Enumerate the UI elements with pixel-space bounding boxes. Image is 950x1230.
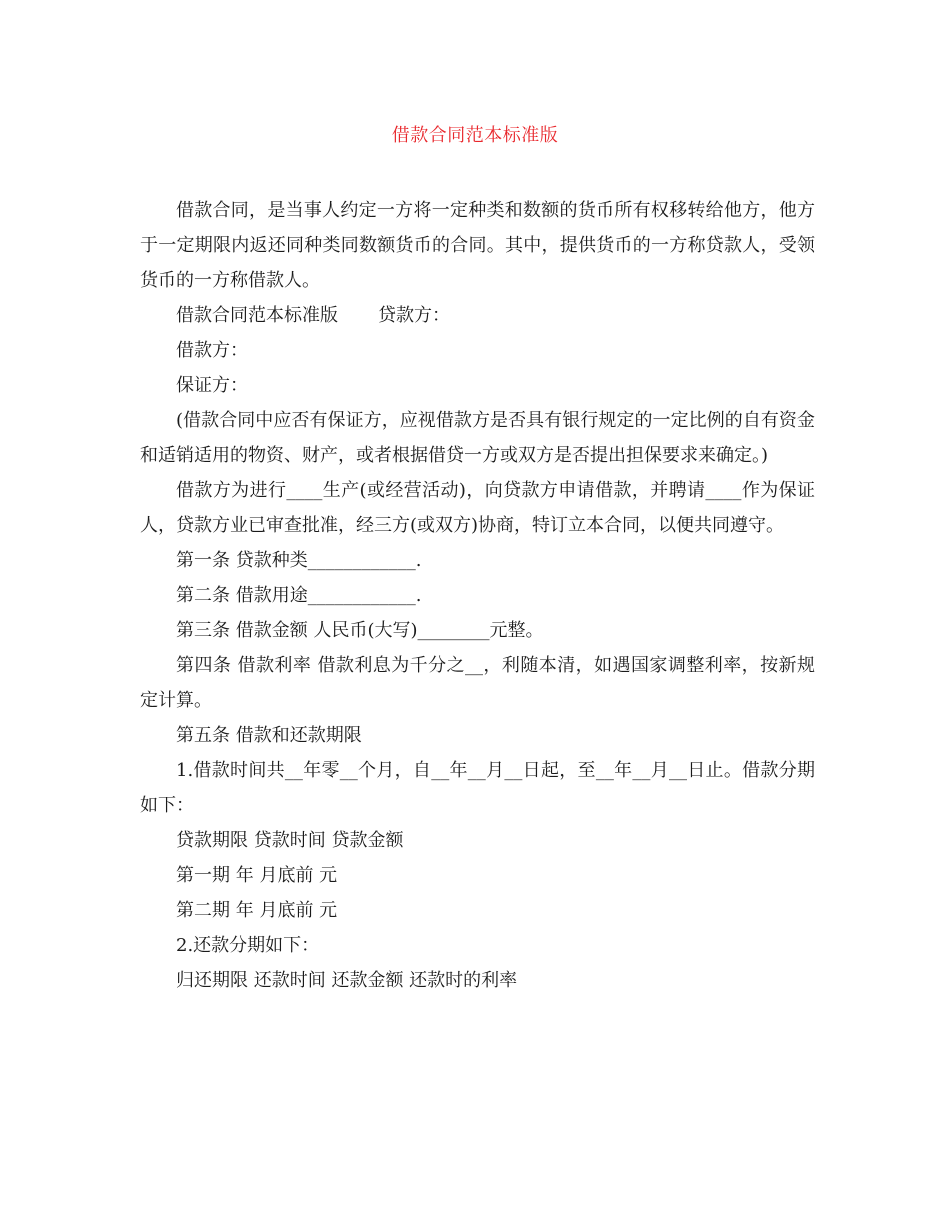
paragraph-guarantor: 保证方： [176, 375, 248, 396]
loan-schedule-row-2: 第二期 年 月底前 元 [176, 900, 338, 921]
article-2-loan-purpose: 第二条 借款用途____________. [176, 585, 422, 606]
repayment-schedule-header: 归还期限 还款时间 还款金额 还款时的利率 [176, 970, 518, 991]
clause-5-1-loan-period: 1.借款时间共__年零__个月，自__年__月__日起，至__年__月__日止。借款分期如下： [140, 760, 815, 816]
parties-line-left: 借款合同范本标准版 [176, 305, 338, 326]
article-3-loan-amount: 第三条 借款金额 人民币(大写)________元整。 [176, 620, 544, 641]
loan-schedule-row-1: 第一期 年 月底前 元 [176, 865, 338, 886]
article-1-loan-type: 第一条 贷款种类____________. [176, 550, 422, 571]
article-5-term: 第五条 借款和还款期限 [176, 725, 362, 746]
document-title: 借款合同范本标准版 [391, 125, 559, 146]
paragraph-guarantor-note: (借款合同中应否有保证方，应视借款方是否具有银行规定的一定比例的自有资金和适销适用的物资、财产，或者根据借贷一方或双方是否提出担保要求来确定。) [140, 410, 815, 466]
article-4-interest-rate: 第四条 借款利率 借款利息为千分之__，利随本清，如遇国家调整利率，按新规定计算。 [140, 655, 815, 711]
parties-line-right: 贷款方： [378, 305, 450, 326]
paragraph-borrower: 借款方： [176, 340, 248, 361]
loan-schedule-header: 贷款期限 贷款时间 贷款金额 [176, 830, 404, 851]
paragraph-parties-line [140, 298, 815, 333]
paragraph-preamble: 借款方为进行____生产(或经营活动)，向贷款方申请借款，并聘请____作为保证人，贷款方业已审查批准，经三方(或双方)协商，特订立本合同，以便共同遵守。 [140, 480, 815, 536]
document-body [140, 193, 815, 998]
paragraph-definition: 借款合同，是当事人约定一方将一定种类和数额的货币所有权移转给他方，他方于一定期限内返还同种类同数额货币的合同。其中，提供货币的一方称贷款人，受领货币的一方称借款人。 [140, 200, 815, 291]
clause-5-2-repayment: 2.还款分期如下： [176, 935, 320, 956]
